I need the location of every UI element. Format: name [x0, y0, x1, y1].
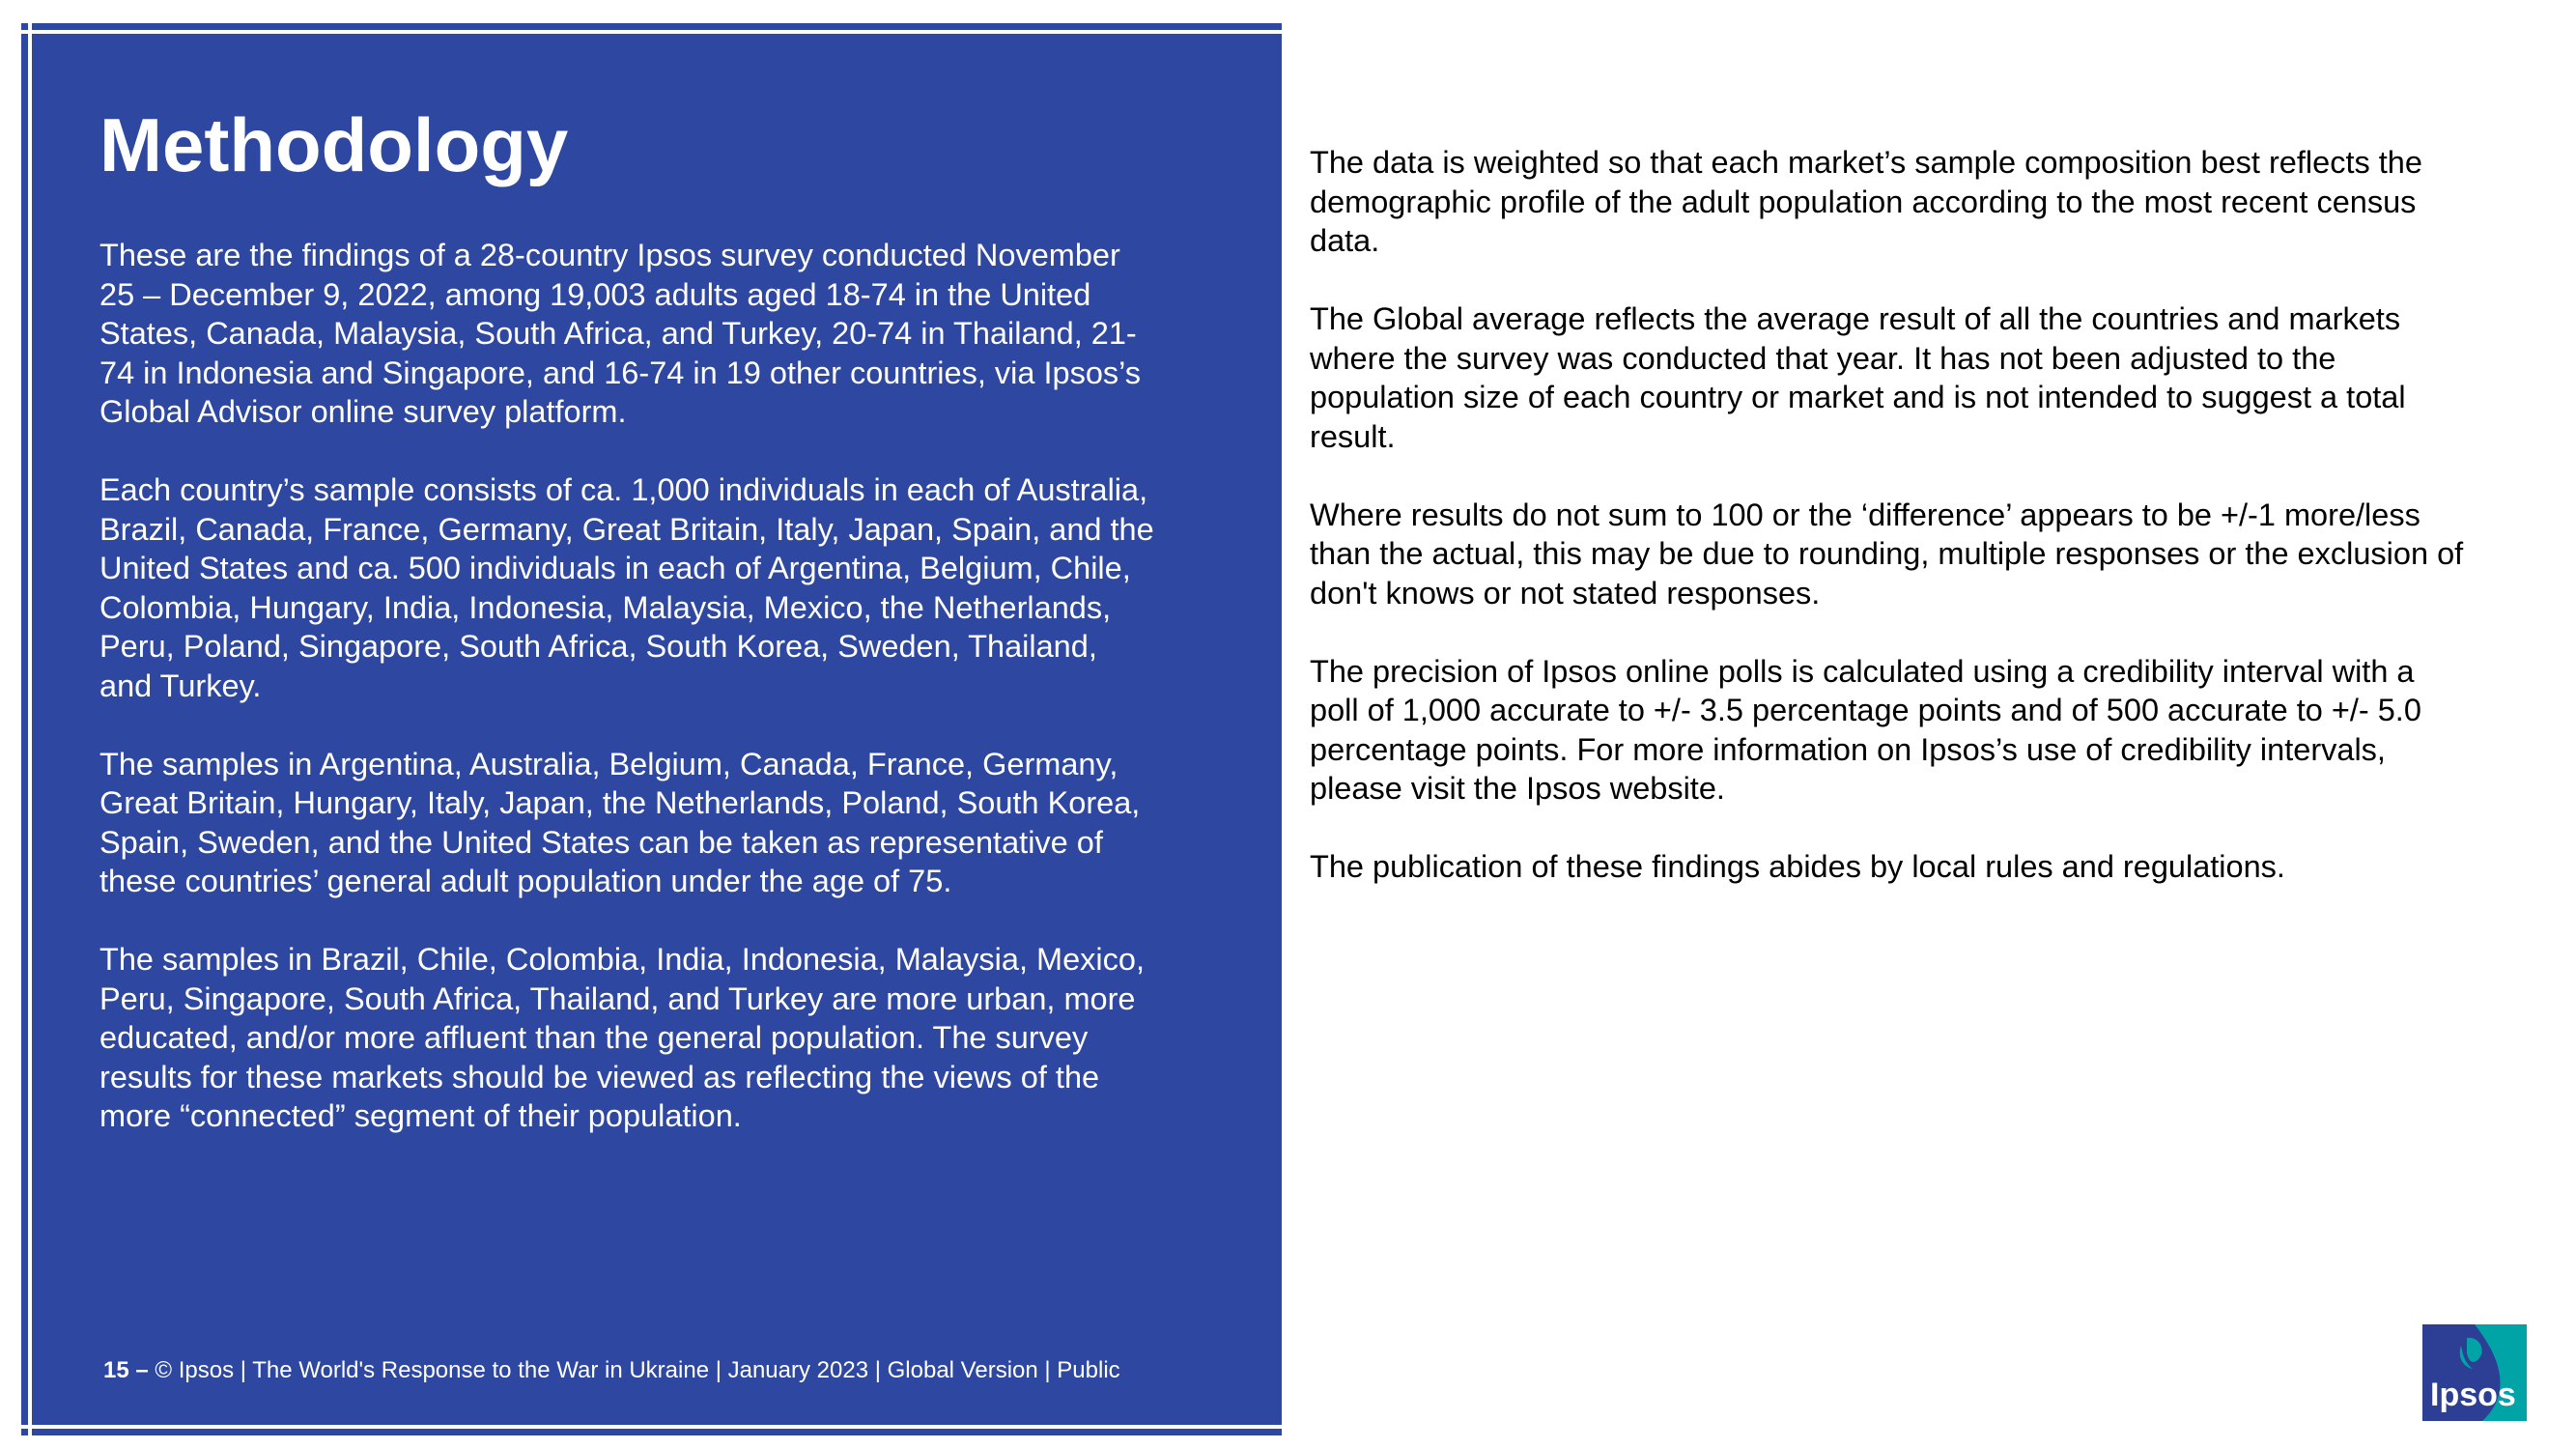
- urban-samples-paragraph: The samples in Brazil, Chile, Colombia, India, Indonesia, Malaysia, Mexico, Peru, Singapore, South Africa, Thailand, and Turkey are more urban, more educated, and/or more affluent than the general population. The survey results for these markets should be viewed as reflecting the views of the more “connected” segment of their population.: [99, 942, 1146, 1133]
- representative-samples-paragraph: The samples in Argentina, Australia, Belgium, Canada, France, Germany, Great Britain, Hungary, Italy, Japan, the Netherlands, Poland, South Korea, Spain, Sweden, and the United States can be taken as representative of these countries’ general adult population under the age of 75.: [99, 746, 1141, 898]
- survey-overview-paragraph: These are the findings of a 28-country Ipsos survey conducted November 25 – December 9, 2022, among 19,003 adults aged 18-74 in the United States, Canada, Malaysia, South Africa, and Turkey, 20-74 in Thailand, 21- 74 in Indonesia and Singapore, and 16-74 in 19 other countries, via Ipsos’s Global Advisor online survey platform.: [99, 238, 1142, 429]
- page-title: Methodology: [99, 102, 569, 187]
- left-column-text: [99, 236, 1220, 1175]
- footer: [103, 1356, 1120, 1385]
- panel-border-left: [28, 23, 32, 1435]
- publication-paragraph: The publication of these findings abides by local rules and regulations.: [1310, 849, 2285, 884]
- precision-paragraph: The precision of Ipsos online polls is calculated using a credibility interval with a poll of 1,000 accurate to +/- 3.5 percentage points and of 500 accurate to +/- 5.0 percentage points. For more information on Ipsos’s use of credibility intervals, please visit the Ipsos website.: [1310, 653, 2421, 806]
- weighting-paragraph: The data is weighted so that each market’s sample composition best reflects the demographic profile of the adult population according to the most recent census data.: [1310, 145, 2422, 258]
- sample-size-paragraph: Each country’s sample consists of ca. 1,000 individuals in each of Australia, Brazil, Canada, France, Germany, Great Britain, Italy, Japan, Spain, and the United States and ca. 500 individuals in each of Argentina, Belgium, Chile, Colombia, Hungary, India, Indonesia, Malaysia, Mexico, the Netherlands, Peru, Poland, Singapore, South Africa, South Korea, Sweden, Thailand, and Turkey.: [99, 472, 1154, 703]
- page-number-separator: –: [135, 1357, 149, 1383]
- global-average-paragraph: The Global average reflects the average result of all the countries and markets where the survey was conducted that year. It has not been adjusted to the population size of each country or market and is not intended to suggest a total result.: [1310, 301, 2406, 454]
- panel-border-top: [21, 30, 1282, 34]
- ipsos-logo-graphic: [2422, 1324, 2527, 1421]
- logo-wordmark: Ipsos: [2430, 1377, 2516, 1413]
- panel-border-bottom: [21, 1425, 1282, 1429]
- rounding-paragraph: Where results do not sum to 100 or the ‘difference’ appears to be +/-1 more/less than the actual, this may be due to rounding, multiple responses or the exclusion of don't knows or not stated responses.: [1310, 497, 2464, 611]
- ipsos-logo: [2422, 1324, 2527, 1421]
- right-column-text: [1310, 143, 2527, 925]
- footer-text: © Ipsos | The World's Response to the War in Ukraine | January 2023 | Global Version | Public: [155, 1357, 1120, 1383]
- page-number: 15: [103, 1357, 129, 1383]
